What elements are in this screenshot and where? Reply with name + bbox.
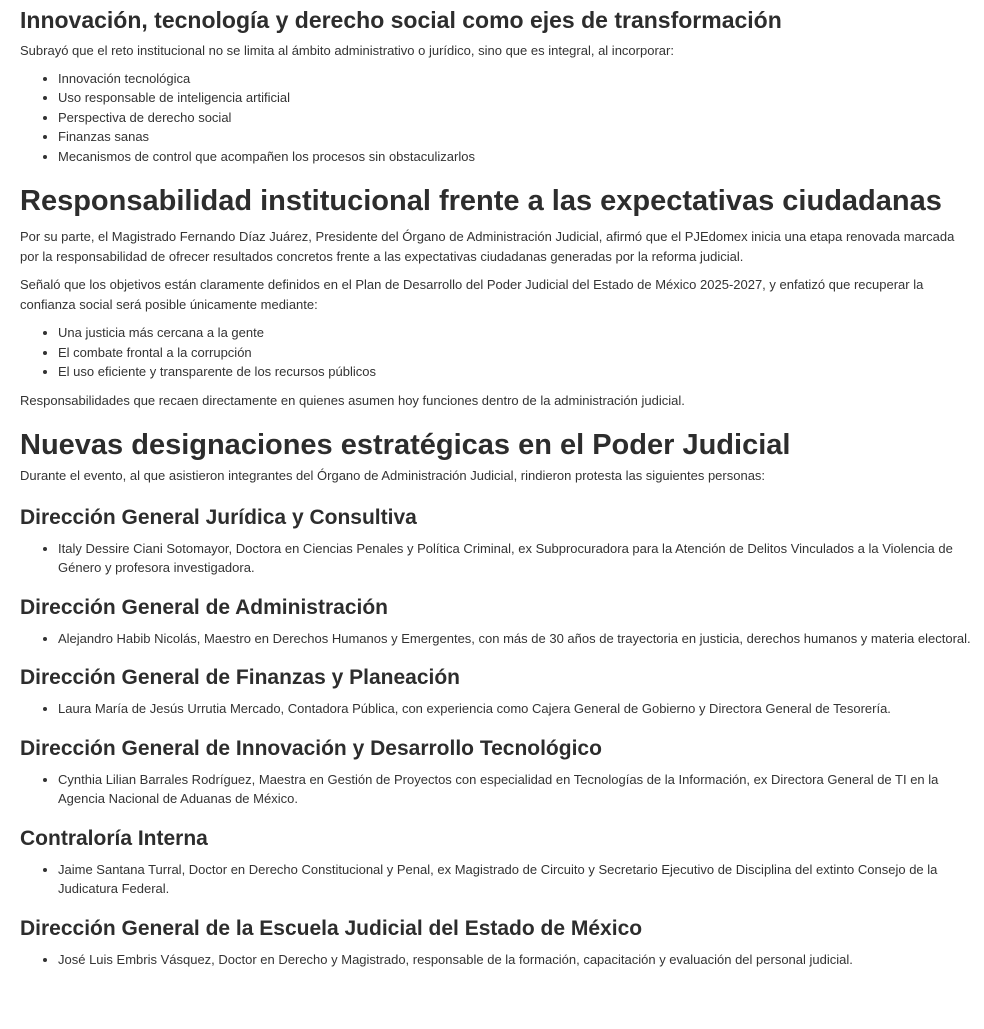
list-item: • Una justicia más cercana a la gente: [58, 323, 974, 343]
innovation-list: [20, 69, 974, 167]
list-item: • El uso eficiente y transparente de los recursos públicos: [58, 362, 974, 382]
office-heading: Contraloría Interna: [20, 826, 208, 850]
list-item: • Perspectiva de derecho social: [58, 108, 974, 128]
appointee-item: • Jaime Santana Turral, Doctor en Derecho Constitucional y Penal, ex Magistrado de Circuito y Secretario Ejecutivo de Disciplina del extinto Consejo de la Judicatura Federal.: [58, 860, 974, 899]
appointee-list: [20, 770, 974, 809]
appointee-item: • Alejandro Habib Nicolás, Maestro en Derechos Humanos y Emergentes, con más de 30 años de trayectoria en justicia, derechos humanos y materia electoral.: [58, 629, 974, 649]
paragraph: Responsabilidades que recaen directamente en quienes asumen hoy funciones dentro de la administración judicial.: [20, 392, 685, 408]
office-heading: Dirección General de Administración: [20, 595, 388, 619]
appointee-item: • Italy Dessire Ciani Sotomayor, Doctora en Ciencias Penales y Política Criminal, ex Subprocuradora para la Atención de Delitos Vinculados a la Violencia de Género y profesora investigadora.: [58, 539, 974, 578]
appointee-list: [20, 860, 974, 899]
office-heading: Dirección General de Finanzas y Planeación: [20, 666, 460, 689]
appointee-list: [20, 699, 974, 719]
office-heading: Dirección General de Innovación y Desarrollo Tecnológico: [20, 736, 602, 760]
objectives-list: [20, 323, 974, 382]
list-item: • El combate frontal a la corrupción: [58, 343, 974, 363]
article-body: [0, 5, 984, 969]
section-intro: Subrayó que el reto institucional no se limita al ámbito administrativo o jurídico, sino que es integral, al incorporar:: [20, 43, 674, 58]
office-heading: Dirección General Jurídica y Consultiva: [20, 505, 417, 529]
appointee-item: • Cynthia Lilian Barrales Rodríguez, Maestra en Gestión de Proyectos con especialidad en Tecnologías de la Información, ex Directora General de TI en la Agencia Nacional de Aduanas de México.: [58, 770, 974, 809]
list-item: • Uso responsable de inteligencia artificial: [58, 88, 974, 108]
paragraph: Por su parte, el Magistrado Fernando Díaz Juárez, Presidente del Órgano de Administración Judicial, afirmó que el PJEdomex inicia una etapa renovada marcada por la responsabilidad de ofrecer resultados concretos frente a las expectativas ciudadanas generadas por la reforma judicial.: [20, 229, 955, 264]
office-heading: Dirección General de la Escuela Judicial del Estado de México: [20, 916, 643, 940]
section-heading-innovacion: Innovación, tecnología y derecho social como ejes de transformación: [20, 7, 782, 33]
list-item: • Finanzas sanas: [58, 127, 974, 147]
section-heading-designaciones: Nuevas designaciones estratégicas en el Poder Judicial: [20, 429, 791, 461]
list-item: • Mecanismos de control que acompañen los procesos sin obstaculizarlos: [58, 147, 974, 167]
appointee-item: • José Luis Embris Vásquez, Doctor en Derecho y Magistrado, responsable de la formación, capacitación y evaluación del personal judicial.: [58, 950, 974, 970]
appointee-item: • Laura María de Jesús Urrutia Mercado, Contadora Pública, con experiencia como Cajera General de Gobierno y Directora General de Tesorería.: [58, 699, 974, 719]
appointee-list: [20, 950, 974, 970]
appointee-list: [20, 539, 974, 578]
section-heading-responsabilidad: Responsabilidad institucional frente a las expectativas ciudadanas: [20, 185, 942, 217]
paragraph: Señaló que los objetivos están claramente definidos en el Plan de Desarrollo del Poder Judicial del Estado de México 2025-2027, y enfatizó que recuperar la confianza social será posible únicamente mediante:: [20, 277, 924, 312]
appointee-list: [20, 629, 974, 649]
list-item: • Innovación tecnológica: [58, 69, 974, 89]
paragraph: Durante el evento, al que asistieron integrantes del Órgano de Administración Judicial, rindieron protesta las siguientes personas:: [20, 468, 766, 483]
